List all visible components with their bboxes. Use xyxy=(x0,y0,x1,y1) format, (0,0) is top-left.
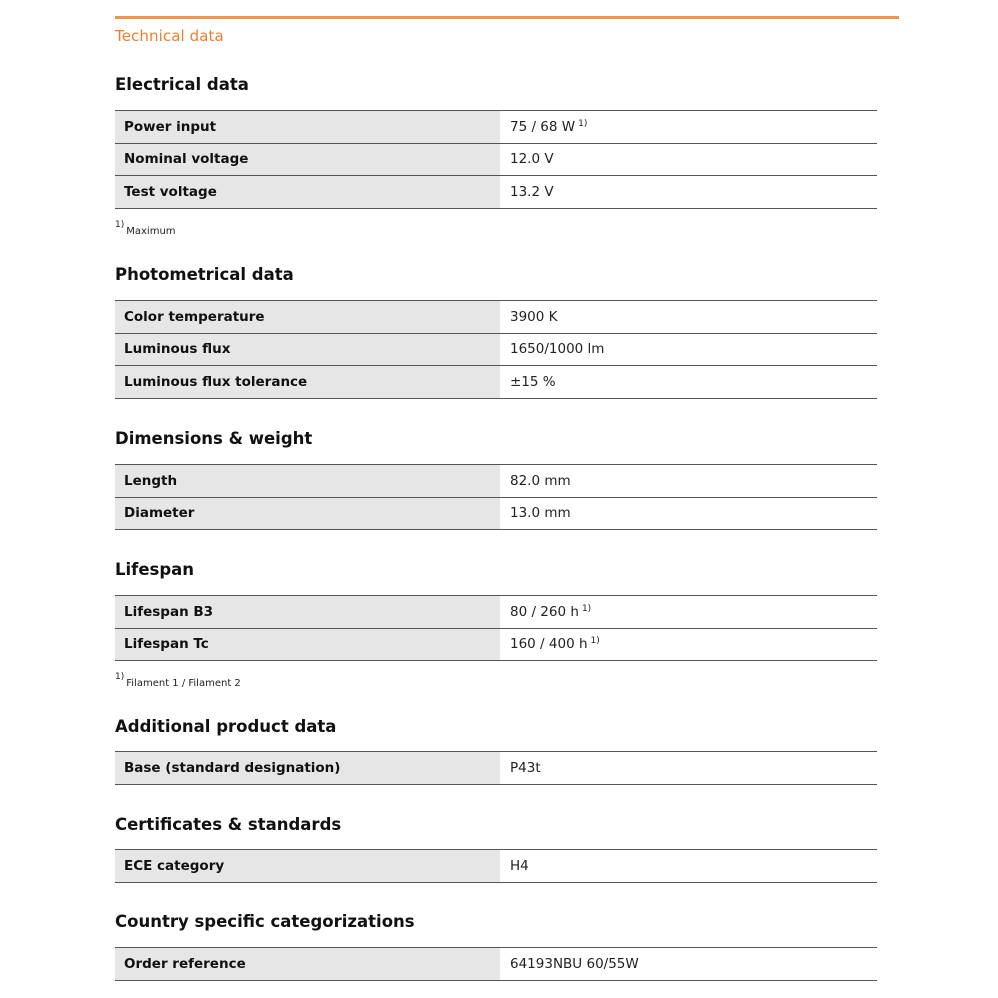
row-label: Length xyxy=(115,465,500,497)
section-heading: Photometrical data xyxy=(115,265,294,284)
footnote-ref: 1) xyxy=(590,636,600,647)
row-label: Diameter xyxy=(115,498,500,530)
table-row xyxy=(115,301,877,334)
table-row xyxy=(115,498,877,531)
row-label: ECE category xyxy=(115,850,500,882)
additional-product-data-table xyxy=(115,751,877,785)
row-value: 82.0 mm xyxy=(510,472,571,489)
footnote: $^{1)}$Maximum xyxy=(115,220,176,238)
table-row xyxy=(115,334,877,367)
section-additional-product-data xyxy=(115,716,877,738)
row-label: Order reference xyxy=(115,948,500,980)
section-heading: Country specific categorizations xyxy=(115,912,415,931)
table-row xyxy=(115,465,877,498)
table-row xyxy=(115,850,877,883)
section-heading: Additional product data xyxy=(115,717,337,736)
page-title: Technical data xyxy=(115,27,224,45)
row-value: 13.0 mm xyxy=(510,505,571,522)
certificates-standards-table xyxy=(115,849,877,883)
row-value: 3900 K xyxy=(510,308,558,325)
dimensions-weight-table xyxy=(115,464,877,530)
row-value: 64193NBU 60/55W xyxy=(510,955,639,972)
row-label: Lifespan Tc xyxy=(115,629,500,661)
row-label: Power input xyxy=(115,111,500,143)
row-label: Test voltage xyxy=(115,176,500,208)
row-label: Luminous flux tolerance xyxy=(115,366,500,398)
country-specific-table xyxy=(115,947,877,981)
row-value: 75 / 68 W $^{1)}$ xyxy=(510,118,588,135)
table-row xyxy=(115,111,877,144)
row-value: 80 / 260 h $^{1)}$ xyxy=(510,603,592,620)
footnote-ref: 1) xyxy=(578,118,588,129)
section-heading: Certificates & standards xyxy=(115,815,342,834)
row-label: Color temperature xyxy=(115,301,500,333)
section-dimensions-weight xyxy=(115,428,877,450)
top-accent-rule xyxy=(115,16,899,19)
section-electrical-data xyxy=(115,74,877,96)
table-row xyxy=(115,948,877,981)
photometrical-data-table xyxy=(115,300,877,399)
footnote-ref: 1) xyxy=(581,603,592,614)
row-value: 1650/1000 lm xyxy=(510,341,605,358)
footnote: $^{1)}$Filament 1 / Filament 2 xyxy=(115,672,241,690)
table-row xyxy=(115,752,877,785)
table-row xyxy=(115,144,877,177)
lifespan-table xyxy=(115,595,877,661)
table-row xyxy=(115,629,877,662)
section-country-specific-categorizations xyxy=(115,911,877,933)
section-heading: Lifespan xyxy=(115,560,195,579)
section-lifespan xyxy=(115,559,877,581)
table-row xyxy=(115,596,877,629)
row-value: 13.2 V xyxy=(510,183,554,200)
row-value: 160 / 400 h $^{1)}$ xyxy=(510,636,600,653)
row-label: Luminous flux xyxy=(115,334,500,366)
row-label: Base (standard designation) xyxy=(115,752,500,784)
section-photometrical-data xyxy=(115,264,877,286)
section-heading: Electrical data xyxy=(115,75,249,94)
row-label: Lifespan B3 xyxy=(115,596,500,628)
row-label: Nominal voltage xyxy=(115,144,500,176)
table-row xyxy=(115,176,877,209)
electrical-data-table xyxy=(115,110,877,209)
table-row xyxy=(115,366,877,399)
row-value: 12.0 V xyxy=(510,151,554,168)
row-value: ±15 % xyxy=(510,373,556,390)
row-value: H4 xyxy=(510,857,529,874)
section-certificates-standards xyxy=(115,814,877,836)
section-heading: Dimensions & weight xyxy=(115,429,313,448)
row-value: P43t xyxy=(510,759,541,776)
